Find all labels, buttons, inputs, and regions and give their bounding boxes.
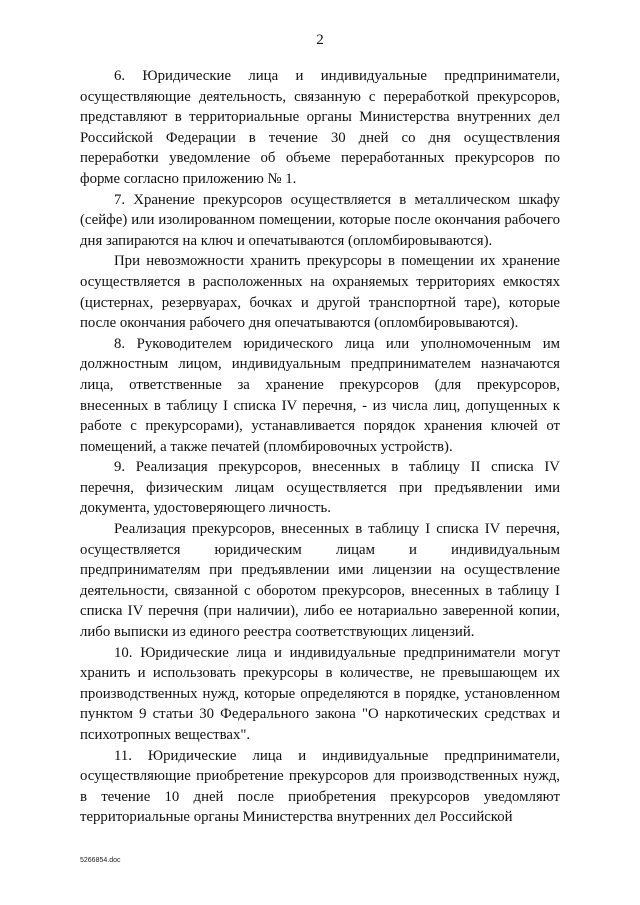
paragraph-11: 11. Юридические лица и индивидуальные предприниматели, осуществляющие приобретение прекурсоров для производственных нужд, в течение 10 дней после приобретения прекурсоров уведомляют территориальные органы Министерства внутренних дел Российской [80,747,560,826]
paragraph-9-continued: Реализация прекурсоров, внесенных в таблицу I списка IV перечня, осуществляется юридическим лицам и индивидуальным предпринимателям при предъявлении ими лицензии на осуществление деятельности, связанной с оборотом прекурсоров, внесенных в таблицу I списка IV перечня (при наличии), либо ее нотариально заверенной копии, либо выписки из единого реестра соответствующих лицензий. [80,521,560,641]
footer-filename: 5266854.doc [80,857,121,864]
paragraph-7: 7. Хранение прекурсоров осуществляется в металлическом шкафу (сейфе) или изолированном помещении, которые после окончания рабочего дня запираются на ключ и опечатываются (опломбировываются). [80,191,560,249]
page-number: 2 [316,32,324,48]
paragraph-6: 6. Юридические лица и индивидуальные предприниматели, осуществляющие деятельность, связанную с переработкой прекурсоров, представляют в территориальные органы Министерства внутренних дел Российской Федерации в течение 30 дней со дня осуществления переработки уведомление об объеме переработанных прекурсоров по форме согласно приложению № 1. [80,68,560,187]
paragraph-7-continued: При невозможности хранить прекурсоры в помещении их хранение осуществляется в расположенных на охраняемых территориях емкостях (цистернах, резервуарах, бочках и другой транспортной таре), которые после окончания рабочего дня опечатываются (опломбировываются). [80,253,560,332]
paragraph-9: 9. Реализация прекурсоров, внесенных в таблицу II списка IV перечня, физическим лицам осуществляется при предъявлении ими документа, удостоверяющего личность. [80,459,560,517]
document-body [80,66,560,828]
paragraph-10: 10. Юридические лица и индивидуальные предприниматели могут хранить и использовать прекурсоры в количестве, не превышающем их производственных нужд, которые определяются в порядке, установленном пунктом 9 статьи 30 Федерального закона "О наркотических средствах и психотропных веществах". [80,644,560,743]
paragraph-8: 8. Руководителем юридического лица или уполномоченным им должностным лицом, индивидуальным предпринимателем назначаются лица, ответственные за хранение прекурсоров (для прекурсоров, внесенных в таблицу I списка IV перечня, - из числа лиц, допущенных к работе с прекурсорами), устанавливается порядок хранения ключей от помещений, а также печатей (пломбировочных устройств). [80,335,560,455]
